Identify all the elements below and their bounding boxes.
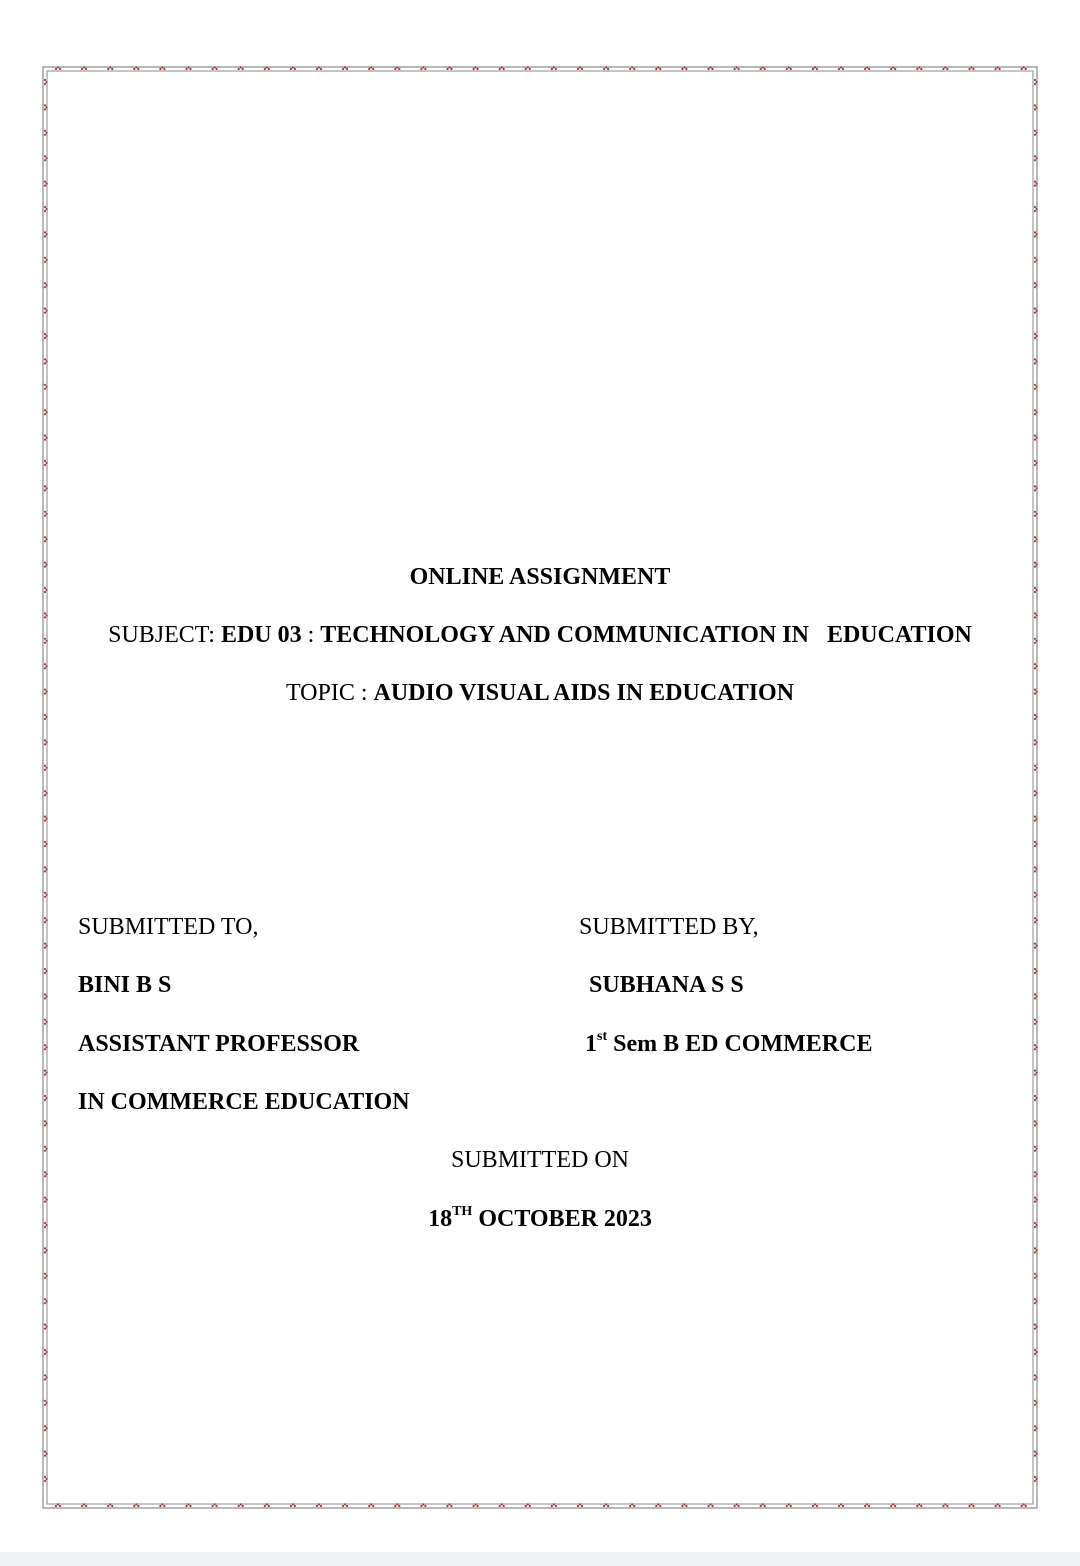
submission-date bbox=[0, 1205, 1080, 1233]
semester-suffix: st bbox=[597, 1029, 608, 1044]
subject-line bbox=[0, 621, 1080, 649]
submitted-to-designation: ASSISTANT PROFESSOR bbox=[78, 1031, 360, 1057]
submitted-by-heading: SUBMITTED BY, bbox=[579, 914, 759, 940]
submitted-on-heading: SUBMITTED ON bbox=[451, 1147, 629, 1173]
date-day: 18 bbox=[428, 1206, 453, 1232]
border-ornaments bbox=[44, 66, 1038, 1507]
subject-name: TECHNOLOGY AND COMMUNICATION IN EDUCATION bbox=[320, 622, 972, 648]
document-title: ONLINE ASSIGNMENT bbox=[409, 564, 671, 590]
submitted-by-semester bbox=[585, 1030, 872, 1058]
submitted-to-name: BINI B S bbox=[78, 972, 172, 998]
subject-code: EDU 03 bbox=[220, 622, 302, 648]
bottom-strip bbox=[0, 1552, 1080, 1566]
submitted-to-heading: SUBMITTED TO, bbox=[78, 914, 259, 940]
topic-label: TOPIC : bbox=[285, 680, 374, 706]
subject-separator: : bbox=[301, 622, 321, 648]
topic-line bbox=[0, 679, 1080, 707]
semester-number: 1 bbox=[585, 1031, 597, 1057]
topic-name: AUDIO VISUAL AIDS IN EDUCATION bbox=[373, 680, 795, 706]
semester-course: Sem B ED COMMERCE bbox=[607, 1031, 873, 1057]
submitted-to-department: IN COMMERCE EDUCATION bbox=[78, 1089, 410, 1115]
subject-label: SUBJECT: bbox=[108, 622, 221, 648]
submitted-by-name: SUBHANA S S bbox=[589, 972, 744, 998]
date-day-suffix: TH bbox=[452, 1204, 473, 1219]
date-month-year: OCTOBER 2023 bbox=[472, 1206, 652, 1232]
